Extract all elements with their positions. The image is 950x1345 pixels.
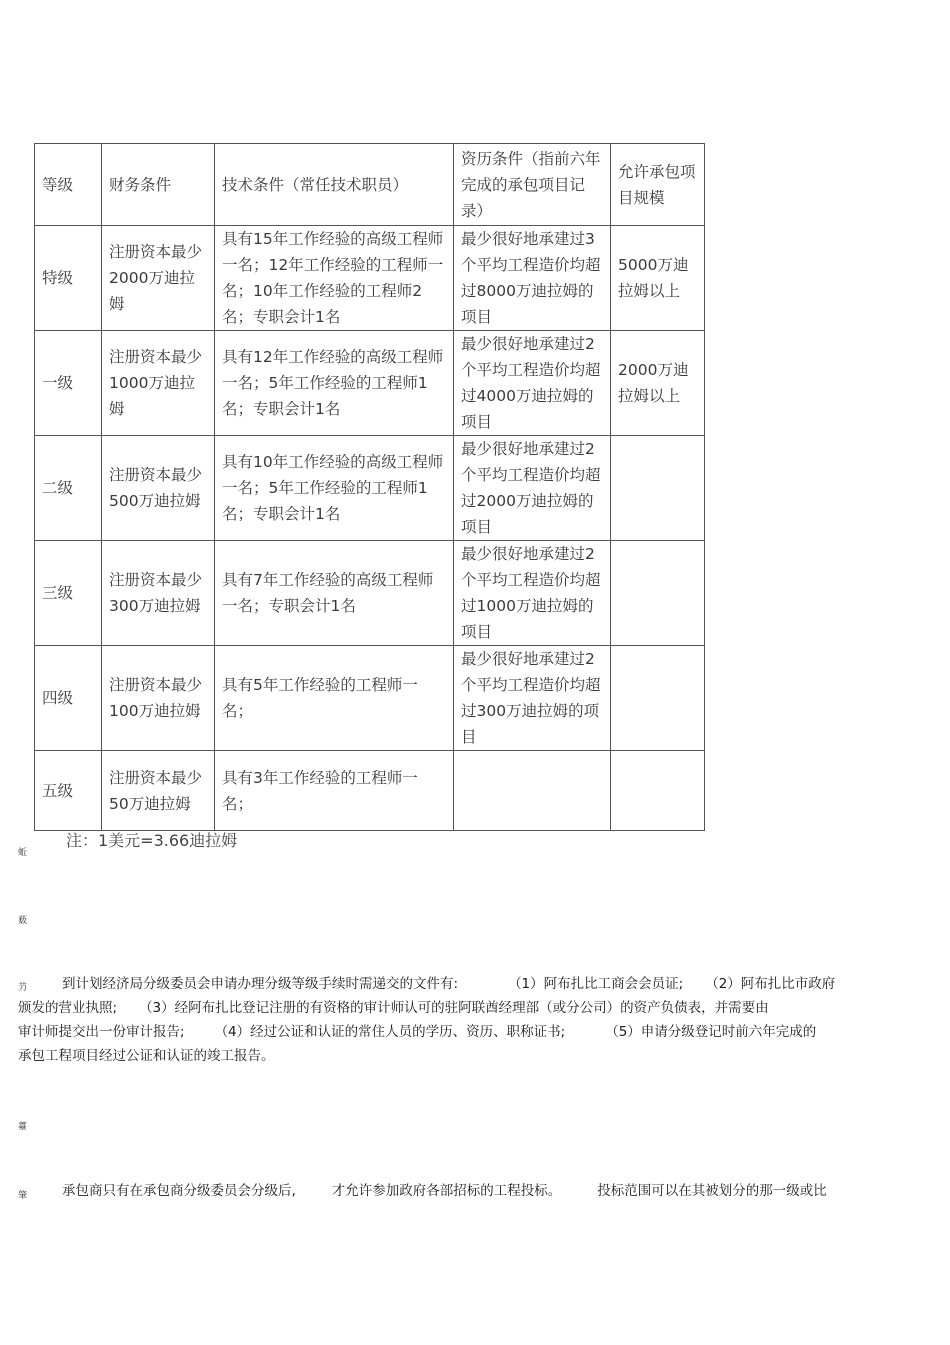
table-row [35,436,705,541]
cell-technical: 具有12年工作经验的高级工程师一名；5年工作经验的工程师1名；专职会计1名 [215,331,454,436]
table-row [35,751,705,831]
cell-experience: 最少很好地承建过2个平均工程造价均超过1000万迪拉姆的项目 [454,541,611,646]
margin-mark: 蚯 [18,848,28,858]
cell-scale: 2000万迪拉姆以上 [611,331,705,436]
cell-financial: 注册资本最少1000万迪拉姆 [102,331,215,436]
cell-scale [611,751,705,831]
cell-grade: 四级 [35,646,102,751]
table-header-row [35,144,705,226]
cell-experience: 最少很好地承建过2个平均工程造价均超过4000万迪拉姆的项目 [454,331,611,436]
table-row [35,331,705,436]
table-row [35,646,705,751]
documents-paragraph [18,972,918,1068]
bidding-paragraph [18,1179,918,1203]
cell-grade: 三级 [35,541,102,646]
cell-technical: 具有3年工作经验的工程师一名； [215,751,454,831]
header-grade: 等级 [35,144,102,226]
item-2-cont: 颁发的营业执照; [18,1000,118,1016]
paragraph-line [18,972,918,996]
cell-experience: 最少很好地承建过3个平均工程造价均超过8000万迪拉姆的项目 [454,226,611,331]
margin-mark: 芀 [18,983,28,993]
exchange-rate-note: 注：1美元=3.66迪拉姆 [66,831,238,850]
item-2: （2）阿布扎比市政府 [705,976,836,992]
paragraph-line [18,1044,918,1068]
cell-financial: 注册资本最少2000万迪拉姆 [102,226,215,331]
paragraph-line [18,996,918,1020]
item-5: （5）申请分级登记时前六年完成的 [605,1024,817,1040]
cell-technical: 具有15年工作经验的高级工程师一名；12年工作经验的工程师一名；10年工作经验的工程师2名；专职会计1名 [215,226,454,331]
item-5-cont: 承包工程项目经过公证和认证的竣工报告。 [18,1048,275,1064]
header-scale: 允许承包项目规模 [611,144,705,226]
table-row [35,226,705,331]
margin-mark: 肇 [18,1191,28,1201]
cell-experience [454,751,611,831]
paragraph-line [18,1020,918,1044]
cell-grade: 特级 [35,226,102,331]
bidding-part-1: 承包商只有在承包商分级委员会分级后, [62,1183,296,1199]
cell-financial: 注册资本最少50万迪拉姆 [102,751,215,831]
cell-experience: 最少很好地承建过2个平均工程造价均超过300万迪拉姆的项目 [454,646,611,751]
cell-scale [611,436,705,541]
margin-mark: 薮 [18,916,28,926]
cell-scale [611,646,705,751]
paragraph-intro: 到计划经济局分级委员会申请办理分级等级手续时需递交的文件有: [62,976,459,992]
header-financial: 财务条件 [102,144,215,226]
table-row [35,541,705,646]
header-technical: 技术条件（常任技术职员） [215,144,454,226]
cell-technical: 具有7年工作经验的高级工程师一名；专职会计1名 [215,541,454,646]
cell-technical: 具有10年工作经验的高级工程师一名；5年工作经验的工程师1名；专职会计1名 [215,436,454,541]
cell-experience: 最少很好地承建过2个平均工程造价均超过2000万迪拉姆的项目 [454,436,611,541]
cell-financial: 注册资本最少300万迪拉姆 [102,541,215,646]
grade-table [34,143,705,831]
item-4: （4）经过公证和认证的常住人员的学历、资历、职称证书; [214,1024,566,1040]
cell-grade: 一级 [35,331,102,436]
cell-financial: 注册资本最少500万迪拉姆 [102,436,215,541]
cell-scale [611,541,705,646]
margin-mark: 薹 [18,1122,28,1132]
cell-technical: 具有5年工作经验的工程师一名； [215,646,454,751]
cell-grade: 五级 [35,751,102,831]
item-3: （3）经阿布扎比登记注册的有资格的审计师认可的驻阿联酋经理部（或分公司）的资产负债表，并需要由 [139,1000,769,1016]
cell-grade: 二级 [35,436,102,541]
bidding-part-3: 投标范围可以在其被划分的那一级或比 [597,1183,827,1199]
header-experience: 资历条件（指前六年完成的承包项目记录） [454,144,611,226]
item-1: （1）阿布扎比工商会会员证; [508,976,684,992]
cell-scale: 5000万迪拉姆以上 [611,226,705,331]
cell-financial: 注册资本最少100万迪拉姆 [102,646,215,751]
item-3-cont: 审计师提交出一份审计报告; [18,1024,185,1040]
bidding-part-2: 才允许参加政府各部招标的工程投标。 [331,1183,562,1199]
